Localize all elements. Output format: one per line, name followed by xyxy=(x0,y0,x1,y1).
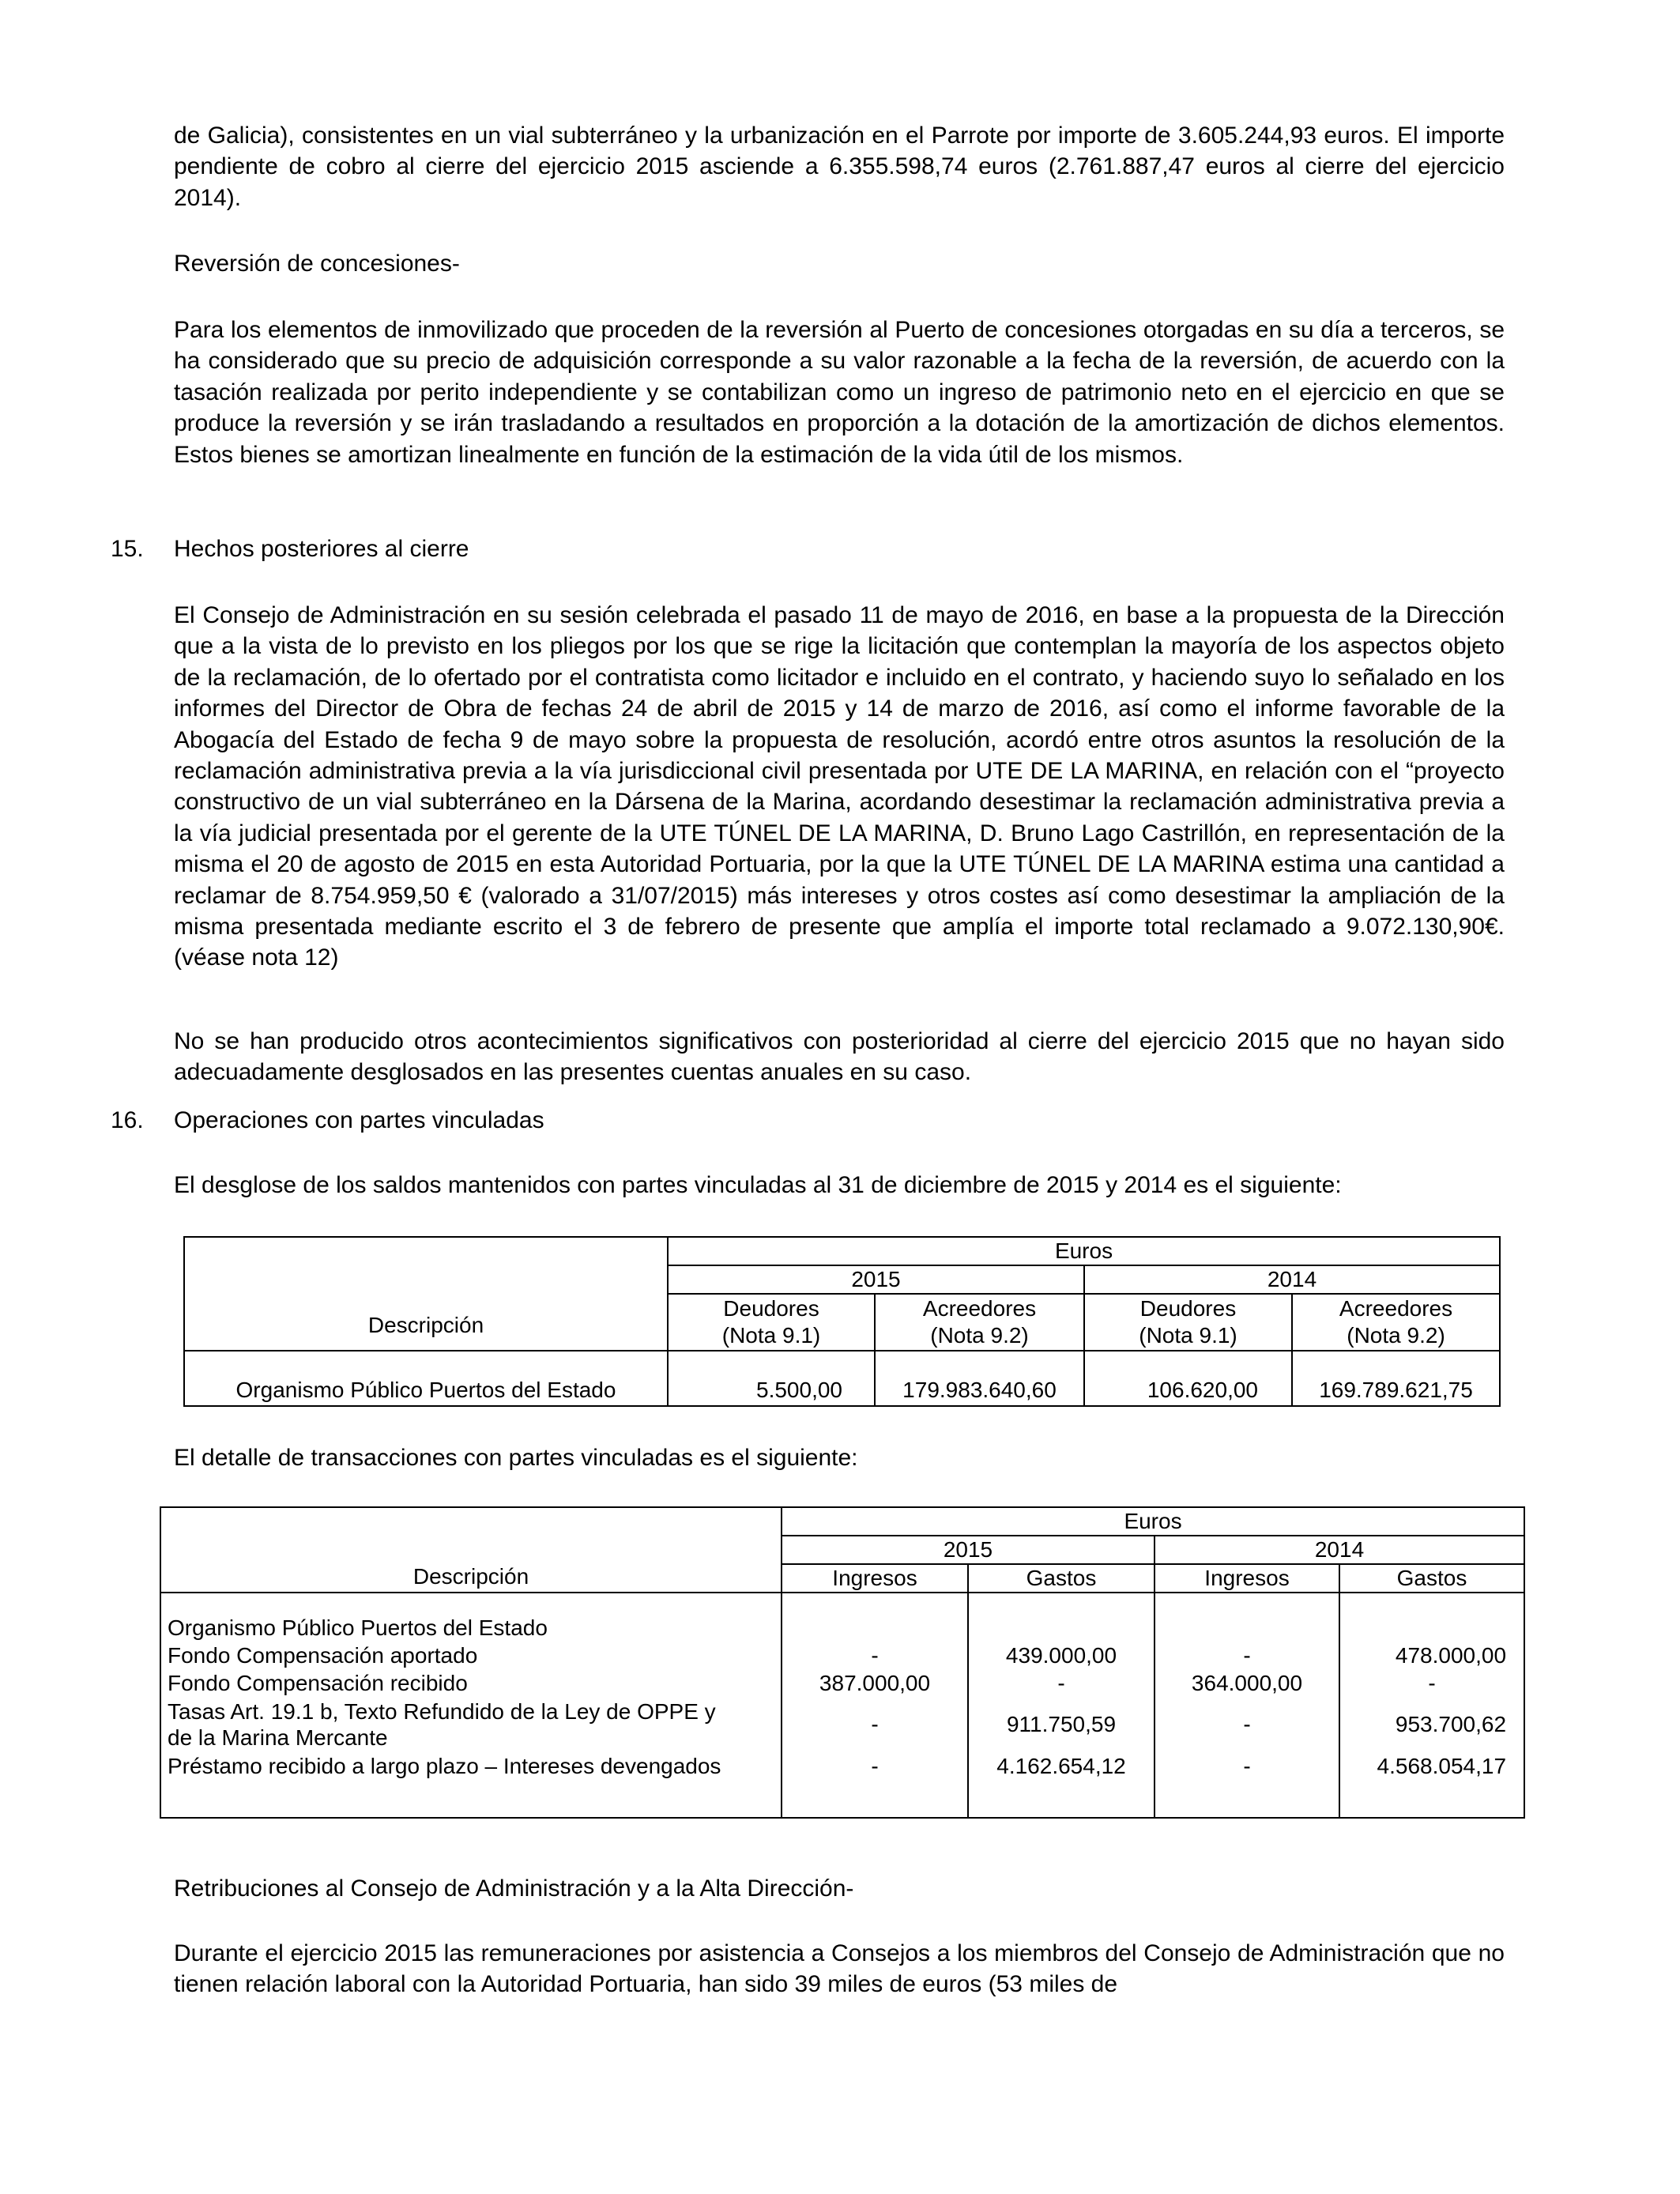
transactions-cell: 911.750,59 xyxy=(968,1697,1155,1752)
deudores-label: Deudores xyxy=(1139,1296,1237,1321)
transactions-row-label: Fondo Compensación recibido xyxy=(160,1669,782,1697)
table-row-spacer xyxy=(160,1780,1524,1818)
acreedores-label: Acreedores xyxy=(1339,1296,1453,1321)
transactions-group-label: Organismo Público Puertos del Estado xyxy=(160,1593,782,1642)
balances-header-acreedores-2015 xyxy=(875,1294,1084,1351)
transactions-cell: 364.000,00 xyxy=(1155,1669,1339,1697)
nota-label: (Nota 9.1) xyxy=(1139,1323,1237,1348)
transactions-table xyxy=(160,1506,1525,1819)
table-row xyxy=(160,1697,1524,1752)
paragraph-otros-acontecimientos: No se han producido otros acontecimientos significativos con posterioridad al cierre del ejercicio 2015 que no hayan sido adecuadamente desglosados en las presentes cuentas anuales en su caso. xyxy=(174,1028,1505,1086)
nota-label: (Nota 9.2) xyxy=(930,1323,1029,1348)
transactions-header-gastos-2015: Gastos xyxy=(968,1564,1155,1593)
transactions-cell: - xyxy=(1339,1669,1524,1697)
subheading-reversion-concesiones: Reversión de concesiones- xyxy=(174,251,460,277)
deudores-label: Deudores xyxy=(723,1296,819,1321)
table-row xyxy=(160,1669,1524,1697)
transactions-cell: 478.000,00 xyxy=(1339,1642,1524,1669)
nota-label: (Nota 9.1) xyxy=(721,1323,821,1348)
tasas-label-line1: Tasas Art. 19.1 b, Texto Refundido de la Ley de OPPE y xyxy=(168,1699,716,1724)
transactions-cell: - xyxy=(1155,1752,1339,1780)
balances-header-euros: Euros xyxy=(668,1237,1500,1265)
transactions-header-euros: Euros xyxy=(782,1507,1524,1536)
transactions-header-gastos-2014: Gastos xyxy=(1339,1564,1524,1593)
balances-cell: 5.500,00 xyxy=(668,1351,875,1406)
table-row xyxy=(160,1752,1524,1780)
transactions-cell: - xyxy=(782,1642,968,1669)
balances-cell: 169.789.621,75 xyxy=(1292,1351,1500,1406)
acreedores-label: Acreedores xyxy=(922,1296,1037,1321)
transactions-cell: 4.162.654,12 xyxy=(968,1752,1155,1780)
balances-header-2015: 2015 xyxy=(668,1265,1084,1294)
transactions-cell: - xyxy=(1155,1642,1339,1669)
subheading-retribuciones: Retribuciones al Consejo de Administración y a la Alta Dirección- xyxy=(174,1875,854,1902)
balances-header-descripcion: Descripción xyxy=(184,1237,668,1351)
nota-label: (Nota 9.2) xyxy=(1347,1323,1445,1348)
transactions-cell: 439.000,00 xyxy=(968,1642,1155,1669)
section-title-partes-vinculadas: Operaciones con partes vinculadas xyxy=(174,1107,544,1133)
balances-cell: 106.620,00 xyxy=(1084,1351,1292,1406)
transactions-header-ingresos-2014: Ingresos xyxy=(1155,1564,1339,1593)
balances-row-label: Organismo Público Puertos del Estado xyxy=(184,1351,668,1406)
transactions-header-ingresos-2015: Ingresos xyxy=(782,1564,968,1593)
paragraph-parrote-receivable: de Galicia), consistentes en un vial subterráneo y la urbanización en el Parrote por importe de 3.605.244,93 euros. El importe pendiente de cobro al cierre del ejercicio 2015 asciende a 6.355.598,74 euros (2.761.887,47 euros al cierre del ejercicio 2014). xyxy=(174,123,1505,211)
transactions-cell: - xyxy=(968,1669,1155,1697)
table-row xyxy=(184,1351,1500,1406)
balances-table xyxy=(183,1236,1501,1407)
transactions-header-2015: 2015 xyxy=(782,1536,1155,1564)
balances-header-2014: 2014 xyxy=(1084,1265,1500,1294)
balances-cell: 179.983.640,60 xyxy=(875,1351,1084,1406)
section-number-16: 16. xyxy=(111,1107,144,1133)
paragraph-detalle-transacciones: El detalle de transacciones con partes vinculadas es el siguiente: xyxy=(174,1445,858,1471)
transactions-header-2014: 2014 xyxy=(1155,1536,1524,1564)
paragraph-consejo-administracion: El Consejo de Administración en su sesión celebrada el pasado 11 de mayo de 2016, en base a la propuesta de la Dirección que a la vista de lo previsto en los pliegos por los que se rige la licitación que contemplan la mayoría de los aspectos objeto de la reclamación, de lo ofertado por el contratista como licitador e incluido en el contrato, y haciendo suyo lo señalado en los informes del Director de Obra de fechas 24 de abril de 2015 y 14 de marzo de 2016, así como el informe favorable de la Abogacía del Estado de fecha 9 de mayo sobre la propuesta de resolución, acordó entre otros asuntos la resolución de la reclamación administrativa previa a la vía jurisdiccional civil presentada por UTE DE LA MARINA, en relación con el “proyecto constructivo de un vial subterráneo en la Dársena de la Marina, acordando desestimar la reclamación administrativa previa a la vía judicial presentada por el gerente de la UTE TÚNEL DE LA MARINA, D. Bruno Lago Castrillón, en representación de la misma el 20 de agosto de 2015 en esta Autoridad Portuaria, por la que la UTE TÚNEL DE LA MARINA estima una cantidad a reclamar de 8.754.959,50 € (valorado a 31/07/2015) más intereses y otros costes así como desestimar la ampliación de la misma presentada mediante escrito el 3 de febrero de presente que amplía el importe total reclamado a 9.072.130,90€. (véase nota 12) xyxy=(174,602,1505,971)
paragraph-reversion-concesiones: Para los elementos de inmovilizado que proceden de la reversión al Puerto de concesiones otorgadas en su día a terceros, se ha considerado que su precio de adquisición corresponde a su valor razonable a la fecha de la reversión, de acuerdo con la tasación realizada por perito independiente y se contabilizan como un ingreso de patrimonio neto en el ejercicio en que se produce la reversión y se irán trasladando a resultados en proporción a la dotación de la amortización de dichos elementos. Estos bienes se amortizan linealmente en función de la estimación de la vida útil de los mismos. xyxy=(174,317,1505,468)
transactions-cell: 387.000,00 xyxy=(782,1669,968,1697)
paragraph-remuneraciones-consejo: Durante el ejercicio 2015 las remuneraciones por asistencia a Consejos a los miembros del Consejo de Administración que no tienen relación laboral con la Autoridad Portuaria, han sido 39 miles de euros (53 miles de xyxy=(174,1940,1505,1998)
table-row xyxy=(160,1642,1524,1669)
transactions-row-label xyxy=(160,1697,782,1752)
balances-header-deudores-2015 xyxy=(668,1294,875,1351)
transactions-row-label: Fondo Compensación aportado xyxy=(160,1642,782,1669)
transactions-cell: - xyxy=(782,1697,968,1752)
table-row xyxy=(160,1593,1524,1642)
section-number-15: 15. xyxy=(111,536,144,562)
transactions-row-label: Préstamo recibido a largo plazo – Intereses devengados xyxy=(160,1752,782,1780)
transactions-cell: 4.568.054,17 xyxy=(1339,1752,1524,1780)
transactions-cell: - xyxy=(782,1752,968,1780)
transactions-cell: 953.700,62 xyxy=(1339,1697,1524,1752)
balances-header-acreedores-2014 xyxy=(1292,1294,1500,1351)
balances-header-deudores-2014 xyxy=(1084,1294,1292,1351)
paragraph-desglose-saldos: El desglose de los saldos mantenidos con partes vinculadas al 31 de diciembre de 2015 y 2014 es el siguiente: xyxy=(174,1172,1342,1198)
tasas-label-line2: de la Marina Mercante xyxy=(168,1725,388,1750)
transactions-cell: - xyxy=(1155,1697,1339,1752)
transactions-header-descripcion: Descripción xyxy=(160,1507,782,1593)
section-title-hechos-posteriores: Hechos posteriores al cierre xyxy=(174,536,469,562)
